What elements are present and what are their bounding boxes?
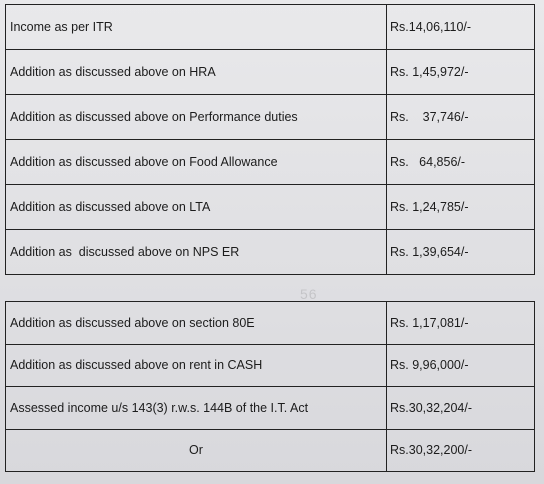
table-row [6,387,535,430]
row-label: Addition as discussed above on Performance duties [6,95,387,140]
table-row [6,302,535,345]
row-label: Addition as discussed above on rent in CASH [6,344,387,387]
row-label: Income as per ITR [6,5,387,50]
assessed-income-table [5,301,535,472]
table-row [6,344,535,387]
row-amount: Rs. 1,45,972/- [387,50,535,95]
bleed-through-text: 56 [300,286,318,302]
table-row [6,140,535,185]
row-label: Addition as discussed above on HRA [6,50,387,95]
table-row [6,429,535,472]
row-label: Addition as discussed above on NPS ER [6,230,387,275]
table-row [6,185,535,230]
row-label-or: Or [6,429,387,472]
row-label: Addition as discussed above on LTA [6,185,387,230]
row-label: Addition as discussed above on Food Allowance [6,140,387,185]
row-amount: Rs.30,32,200/- [387,429,535,472]
row-label: Assessed income u/s 143(3) r.w.s. 144B of the I.T. Act [6,387,387,430]
income-additions-table [5,4,535,275]
row-amount: Rs. 1,17,081/- [387,302,535,345]
row-amount: Rs.14,06,110/- [387,5,535,50]
row-label: Addition as discussed above on section 80E [6,302,387,345]
row-amount: Rs. 1,24,785/- [387,185,535,230]
table-row [6,50,535,95]
row-amount: Rs. 9,96,000/- [387,344,535,387]
table-row [6,230,535,275]
row-amount: Rs.30,32,204/- [387,387,535,430]
table-row [6,5,535,50]
table-row [6,95,535,140]
row-amount: Rs. 1,39,654/- [387,230,535,275]
row-amount: Rs. 37,746/- [387,95,535,140]
row-amount: Rs. 64,856/- [387,140,535,185]
